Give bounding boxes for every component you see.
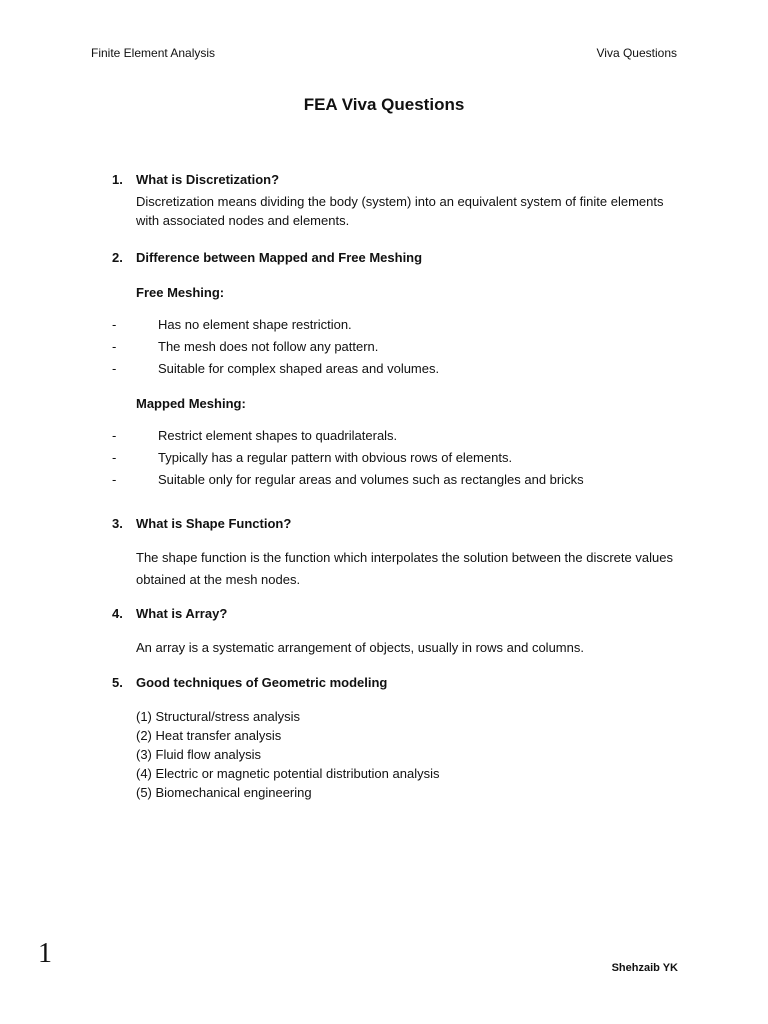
question-1: [112, 170, 682, 230]
list-item-text: Has no element shape restriction.: [158, 317, 352, 332]
list-item: [112, 358, 682, 380]
header-left: Finite Element Analysis: [91, 46, 216, 60]
question-2: [112, 248, 682, 491]
mapped-meshing-heading: Mapped Meshing:: [136, 396, 246, 411]
list-item: (2) Heat transfer analysis: [136, 728, 282, 743]
list-item: [112, 314, 682, 336]
dash-bullet: -: [112, 361, 117, 376]
question-2-heading: [112, 248, 682, 267]
question-3-answer: The shape function is the function which interpolates the solution between the discrete values obtained at the mesh nodes.: [136, 550, 673, 587]
question-5-text: Good techniques of Geometric modeling: [136, 675, 388, 690]
free-meshing-heading: Free Meshing:: [136, 285, 225, 300]
question-2-text: Difference between Mapped and Free Meshing: [136, 250, 423, 265]
question-5-heading: [112, 673, 682, 692]
list-item: [112, 425, 682, 447]
list-item-text: Typically has a regular pattern with obvious rows of elements.: [158, 450, 513, 465]
question-4-number: 4.: [112, 606, 123, 621]
question-4-heading: [112, 604, 682, 623]
list-item: (5) Biomechanical engineering: [136, 785, 312, 800]
footer-author: Shehzaib YK: [611, 962, 678, 974]
question-4: [112, 604, 682, 657]
page-title: FEA Viva Questions: [303, 95, 465, 114]
question-1-heading: [112, 170, 682, 189]
mapped-meshing-list: [112, 425, 682, 491]
free-meshing-list: [112, 314, 682, 380]
question-3-number: 3.: [112, 516, 123, 531]
document-body: [112, 170, 682, 802]
dash-bullet: -: [112, 450, 117, 465]
dash-bullet: -: [112, 472, 117, 487]
question-5: [112, 673, 682, 802]
question-4-answer: An array is a systematic arrangement of objects, usually in rows and columns.: [136, 640, 584, 655]
question-2-number: 2.: [112, 250, 123, 265]
list-item-text: The mesh does not follow any pattern.: [158, 339, 379, 354]
modeling-techniques-list: [112, 707, 682, 802]
question-1-number: 1.: [112, 172, 123, 187]
question-5-number: 5.: [112, 675, 123, 690]
question-3: [112, 514, 682, 591]
list-item: [112, 336, 682, 358]
question-1-answer: Discretization means dividing the body (system) into an equivalent system of finite elements with associated nodes and elements.: [136, 194, 664, 228]
question-1-text: What is Discretization?: [136, 172, 280, 187]
list-item-text: Restrict element shapes to quadrilaterals.: [158, 428, 398, 443]
header-right: Viva Questions: [596, 46, 677, 60]
question-4-text: What is Array?: [136, 606, 228, 621]
page-number: 1: [38, 938, 52, 969]
list-item: (3) Fluid flow analysis: [136, 747, 261, 762]
list-item-text: Suitable for complex shaped areas and volumes.: [158, 361, 440, 376]
question-3-text: What is Shape Function?: [136, 516, 292, 531]
dash-bullet: -: [112, 428, 117, 443]
dash-bullet: -: [112, 339, 117, 354]
list-item-text: Suitable only for regular areas and volumes such as rectangles and bricks: [158, 472, 584, 487]
list-item: [112, 447, 682, 469]
dash-bullet: -: [112, 317, 117, 332]
list-item: (1) Structural/stress analysis: [136, 709, 300, 724]
question-3-heading: [112, 514, 682, 533]
list-item: (4) Electric or magnetic potential distribution analysis: [136, 766, 440, 781]
list-item: [112, 469, 682, 491]
